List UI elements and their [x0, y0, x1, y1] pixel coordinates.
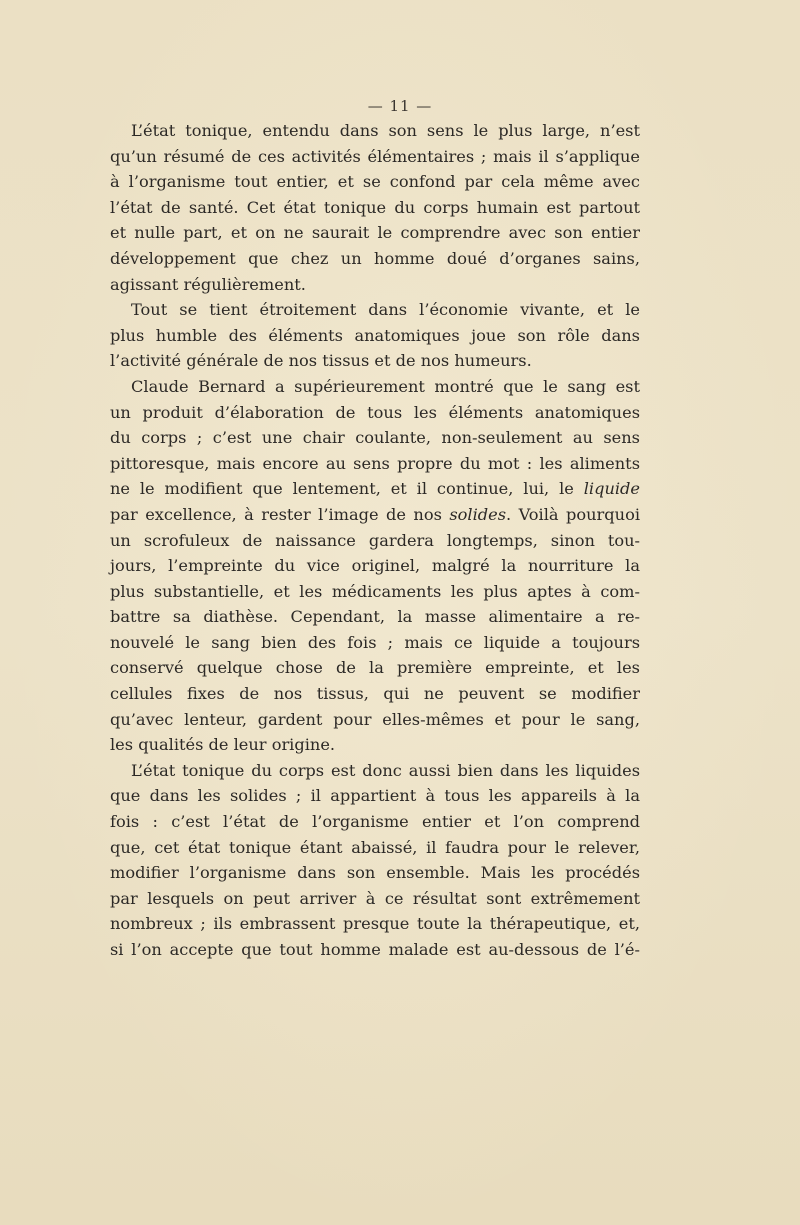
text-line: l’activité générale de nos tissus et de nos humeurs. [110, 351, 532, 371]
text-line: L’état tonique du corps est donc aussi bien dans les liquides [131, 760, 640, 780]
text-line: conservé quelque chose de la première empreinte, et les [110, 658, 640, 678]
paragraph-3 [110, 374, 640, 758]
text-line: qu’avec lenteur, gardent pour elles-mêmes et pour le sang, [110, 709, 640, 729]
text-line [110, 502, 640, 528]
paragraph-1 [110, 118, 640, 297]
text-line: plus substantielle, et les médicaments les plus aptes à com- [110, 581, 640, 601]
page-number: — 11 — [367, 97, 433, 115]
italic-word: solides [449, 504, 507, 524]
text-line: agissant régulièrement. [110, 274, 306, 294]
text-line: cellules fixes de nos tissus, qui ne peuvent se modifier [110, 684, 640, 704]
text-line: battre sa diathèse. Cependant, la masse alimentaire a re- [110, 607, 640, 627]
text-line: par lesquels on peut arriver à ce résultat sont extrêmement [110, 888, 640, 908]
text-line: qu’un résumé de ces activités élémentaires ; mais il s’applique [110, 146, 640, 166]
text-line: fois : c’est l’état de l’organisme entier et l’on comprend [110, 812, 640, 832]
text-line: du corps ; c’est une chair coulante, non-seulement au sens [110, 428, 640, 448]
text-line: les qualités de leur origine. [110, 735, 336, 755]
text-line: l’état de santé. Cet état tonique du corps humain est partout [110, 197, 640, 217]
text-line: un produit d’élaboration de tous les éléments anatomiques [110, 402, 640, 422]
text-segment: ne le modifient que lentement, et il continue, lui, le [110, 479, 574, 499]
text-line: que, cet état tonique étant abaissé, il faudra pour le relever, [110, 837, 640, 857]
paragraph-2 [110, 297, 640, 374]
text-line: pittoresque, mais encore au sens propre du mot : les aliments [110, 453, 640, 473]
body-text [110, 118, 640, 963]
text-line: jours, l’empreinte du vice originel, malgré la nourriture la [110, 556, 640, 576]
text-line: L’état tonique, entendu dans son sens le plus large, n’est [131, 121, 640, 140]
italic-word: liquide [583, 479, 640, 499]
text-line: nombreux ; ils embrassent presque toute la thérapeutique, et, [110, 914, 640, 934]
paragraph-4 [110, 758, 640, 963]
text-segment: . Voilà pourquoi [506, 504, 640, 524]
text-line [110, 476, 640, 502]
text-segment: par excellence, à rester l’image de nos [110, 504, 442, 524]
text-line: à l’organisme tout entier, et se confond par cela même avec [110, 172, 640, 192]
text-line: et nulle part, et on ne saurait le comprendre avec son entier [110, 223, 640, 243]
text-line: nouvelé le sang bien des fois ; mais ce liquide a toujours [110, 632, 640, 652]
text-line: un scrofuleux de naissance gardera longtemps, sinon tou- [110, 530, 640, 550]
text-line: développement que chez un homme doué d’organes sains, [110, 248, 640, 268]
text-line: Tout se tient étroitement dans l’économie vivante, et le [131, 300, 640, 320]
text-line: modifier l’organisme dans son ensemble. Mais les procédés [110, 863, 640, 883]
text-line: Claude Bernard a supérieurement montré que le sang est [131, 376, 640, 396]
text-line: si l’on accepte que tout homme malade est au-dessous de l’é- [110, 940, 640, 959]
text-line: que dans les solides ; il appartient à tous les appareils à la [110, 786, 640, 806]
text-line: plus humble des éléments anatomiques joue son rôle dans [110, 325, 640, 345]
